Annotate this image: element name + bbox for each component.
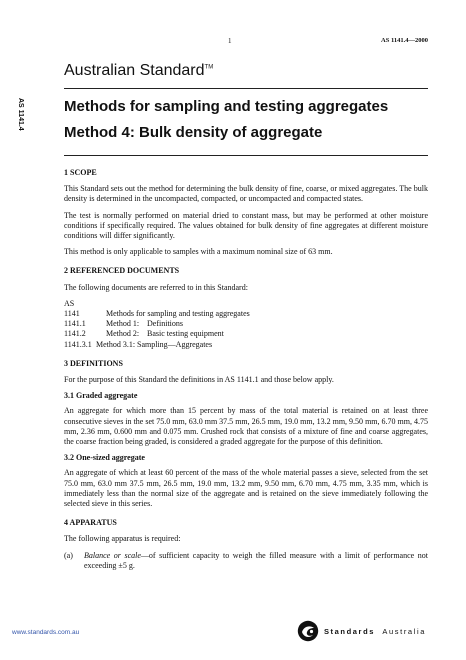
document-title: Methods for sampling and testing aggregates — [64, 98, 389, 115]
doc-title: Sampling—Aggregates — [137, 339, 213, 349]
subsection-heading: 3.1 Graded aggregate — [64, 391, 138, 401]
logo-wordmark — [324, 627, 426, 636]
footer-url-link[interactable]: www.standards.com.au — [12, 629, 80, 636]
header-rule — [64, 88, 428, 89]
item-label: (a) — [64, 550, 73, 560]
doc-code: 1141.1 — [64, 319, 86, 329]
paragraph: An aggregate for which more than 15 percent by mass of the total material is retained on at least three consecutive sieves in the set 75.0 mm, 63.0 mm 37.5 mm, 26.5 mm, 19.0 mm, 13.2 mm, 9.50 mm, 6.70 mm, 4.75 mm, 2.36 mm, 0.600 mm and 0.075 mm. Crushed rock that consists of a mixture of fine and coarse aggregates, the coarse fraction being graded, is considered a graded aggregate for the purpose of this definition. — [64, 406, 428, 447]
doc-code: 1141.3.1 — [64, 339, 92, 349]
section-referenced-documents — [64, 266, 428, 349]
document-body — [64, 168, 428, 580]
wordmark-rest: Australia — [382, 626, 426, 636]
title-rule — [64, 155, 428, 156]
doc-code: 1141.2 — [64, 329, 86, 339]
doc-method: Method 1: — [106, 319, 140, 329]
doc-title: Basic testing equipment — [147, 329, 224, 339]
paragraph: The following apparatus is required: — [64, 534, 181, 544]
standards-australia-logo-icon — [297, 620, 319, 642]
doc-method: Method 3.1: — [96, 339, 136, 349]
paragraph: An aggregate of which at least 60 percent of the mass of the whole material passes a sieve, selected from the set 75.0 mm, 63.0 mm 37.5 mm, 26.5 mm, 19.0 mm, 13.2 mm, 9.50 mm, 6.70 mm, 4.75 mm, 3.35 mm, which is immediately less than the normal size of the aggregate and is retained on the sieve immediately following the selected sieve in this series. — [64, 468, 428, 509]
section-definitions — [64, 359, 428, 509]
standards-australia-logo — [297, 620, 426, 642]
list-item — [64, 329, 428, 339]
apparatus-item — [64, 551, 428, 571]
section-heading: 3 DEFINITIONS — [64, 358, 123, 368]
trademark-mark: TM — [204, 64, 214, 71]
doc-title: Methods for sampling and testing aggregates — [106, 309, 250, 319]
doc-title: Definitions — [147, 319, 183, 329]
as-label: AS — [64, 298, 75, 308]
list-item — [64, 309, 428, 319]
standard-code: AS 1141.4—2000 — [381, 37, 428, 44]
doc-method: Method 2: — [106, 329, 140, 339]
referenced-documents-list — [64, 299, 428, 350]
paragraph: For the purpose of this Standard the definitions in AS 1141.1 and those below apply. — [64, 375, 334, 385]
wordmark-bold: Standards — [323, 626, 376, 636]
section-heading: 1 SCOPE — [64, 168, 97, 177]
doc-code: 1141 — [64, 309, 80, 319]
paragraph: This Standard sets out the method for determining the bulk density of fine, coarse, or mixed aggregates. The bulk density is determined in the uncompacted, compacted, or uncompacted and compacted states. — [64, 184, 428, 204]
subsection-heading: 3.2 One-sized aggregate — [64, 453, 145, 463]
side-label-text: AS 1141.4 — [17, 98, 24, 131]
section-heading: 4 APPARATUS — [64, 518, 117, 528]
section-scope — [64, 168, 428, 257]
page-number: 1 — [228, 37, 232, 45]
brand-title — [64, 62, 213, 80]
list-item — [64, 340, 428, 350]
item-description: —of sufficient capacity to weigh the filled measure with a limit of performance not exceeding ±5 g. — [84, 550, 428, 570]
item-text — [84, 551, 428, 571]
item-term: Balance or scale — [84, 550, 141, 560]
paragraph: The test is normally performed on material dried to constant mass, but may be performed at other moisture conditions if specifically required. The values obtained for bulk density of fine aggregates at different moisture conditions will differ significantly. — [64, 210, 428, 241]
paragraph: The following documents are referred to in this Standard: — [64, 282, 248, 292]
document-subtitle: Method 4: Bulk density of aggregate — [64, 124, 323, 141]
brand-title-text: Australian Standard — [64, 62, 205, 79]
section-heading: 2 REFERENCED DOCUMENTS — [64, 266, 180, 276]
section-apparatus — [64, 518, 428, 571]
list-item — [64, 319, 428, 329]
paragraph: This method is only applicable to samples with a maximum nominal size of 63 mm. — [64, 247, 333, 257]
side-label — [12, 98, 26, 158]
